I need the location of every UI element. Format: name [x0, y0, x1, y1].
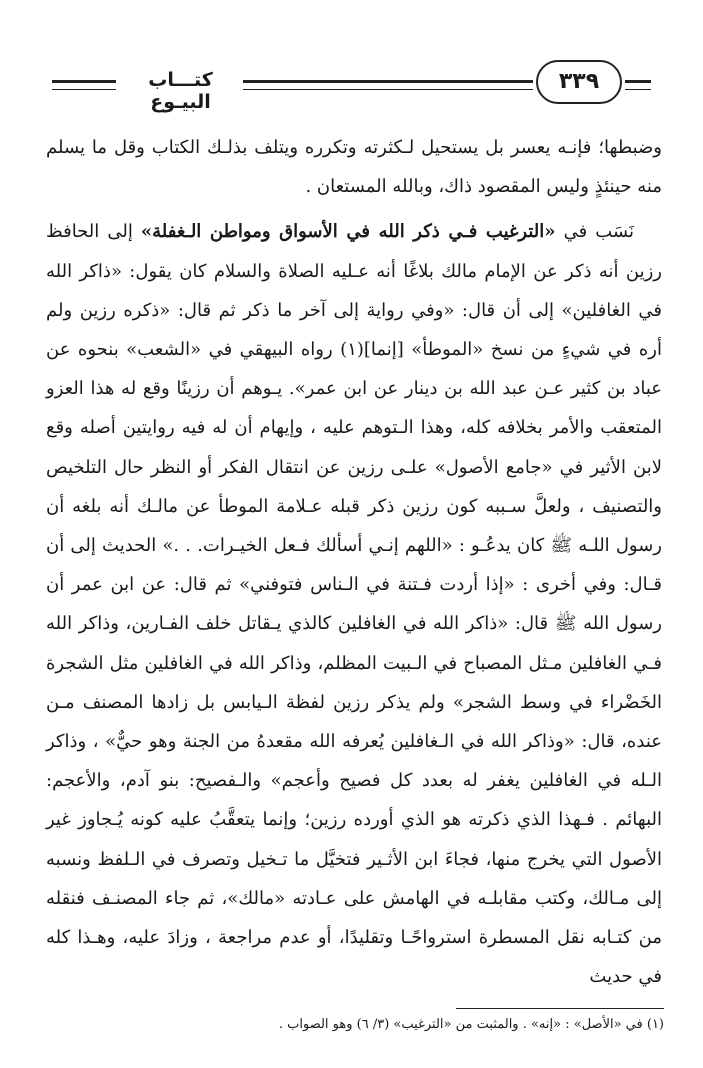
paragraph-opening: نَسَب في — [555, 221, 634, 243]
footnote: (١) في «الأصل» : «إنه» . والمثبت من «الترغيب» (٣/ ٦) وهو الصواب . — [278, 1017, 664, 1032]
cited-book-title: «الترغيب فـي ذكر الله في الأسواق ومواطن الـغفلة» — [140, 221, 556, 243]
page-number: ٣٣٩ — [558, 69, 600, 94]
footnote-divider — [456, 1008, 664, 1009]
page-number-badge — [536, 60, 622, 104]
paragraph-main — [46, 212, 662, 996]
header-rule-middle — [243, 80, 533, 90]
main-text — [46, 128, 662, 996]
header-rule-right — [625, 80, 651, 90]
header-rule-left — [52, 80, 116, 90]
paragraph-body: إلى الحافظ رزين أنه ذكر عن الإمام مالك بلاغًا أنه عـليه الصلاة والسلام كان يقول: «ذاكر الله في الغافلين» إلى أن قال: «وفي رواية إلى آخر ما ذكر ثم قال: «ذكره رزين ولم أره في شيءٍ من نسخ «الموطأ» [إنما](١) رواه البيهقي في «الشعب» بنحوه عن عباد بن كثير عـن عبد الله بن دينار عن ابن عمر». يـوهم أن رزينًا وقع له هذا العزو المتعقب والأمر بخلافه كله، وهذا الـتوهم عليه ، وإيهام أن له فيه روايتين أصله وقع لابن الأثير في «جامع الأصول» علـى رزين عن انتقال الفكر أو النظر حال التلخيص والتصنيف ، ولعلَّ سـببه كون رزين ذكر قبله عـلامة الموطأ عن مالـك أنه بلغه أن رسول اللـه ﷺ كان يدعُـو : «اللهم إنـي أسألك فـعل الخيـرات. . .» الحديث إلى أن قـال: وفي أخرى : «إذا أردت فـتنة في الـناس فتوفني» ثم قال: عن ابن عمر أن رسول الله ﷺ قال: «ذاكر الله في الغافلين كالذي يـقاتل خلف الفـارين، وذاكر الله فـي الغافلين مـثل المصباح في الـبيت المظلم، وذاكر الله في الغافلين مثل الشجرة الخَضْراء في وسط الشجر» ولم يذكر رزين لفظة الـيابس بل زادها المصنف مـن عنده، قال: «وذاكر الله في الـغافلين يُعرفه الله مقعدهُ من الجنة وهو حيٌّ» ، وذاكر الـله في الغافلين يغفر له بعدد كل فصيح وأعجم» والـفصيح: بنو آدم، والأعجم: البهائم . فـهذا الذي ذكرته هو الذي أورده رزين؛ وإنما يتعقَّبُ عليه كونه يُـجاوز غير الأصول التي يخرج منها، فجاءَ ابن الأثـير فتخيَّل ما تـخيل وتصرف في الـلفظ ونسبه إلى مـالك، وكتب مقابلـه في الهامش على عـادته «مالك»، ثم جاء المصنـف فنقله من كتـابه نقل المسطرة استرواحًـا وتقليدًا، أو عدم مراجعة ، وزادَ عليه، وهـذا كله في حديث — [46, 221, 662, 988]
paragraph-continuation: وضبطها؛ فإنـه يعسر بل يستحيل لـكثرته وتكرره ويتلف بذلـك الكتاب وقل ما يسلم منه حينئذٍ وليس المقصود ذاك، وبالله المستعان . — [46, 137, 662, 198]
chapter-title: كتـــاب البيـوع — [148, 69, 213, 113]
page-header — [0, 56, 703, 126]
